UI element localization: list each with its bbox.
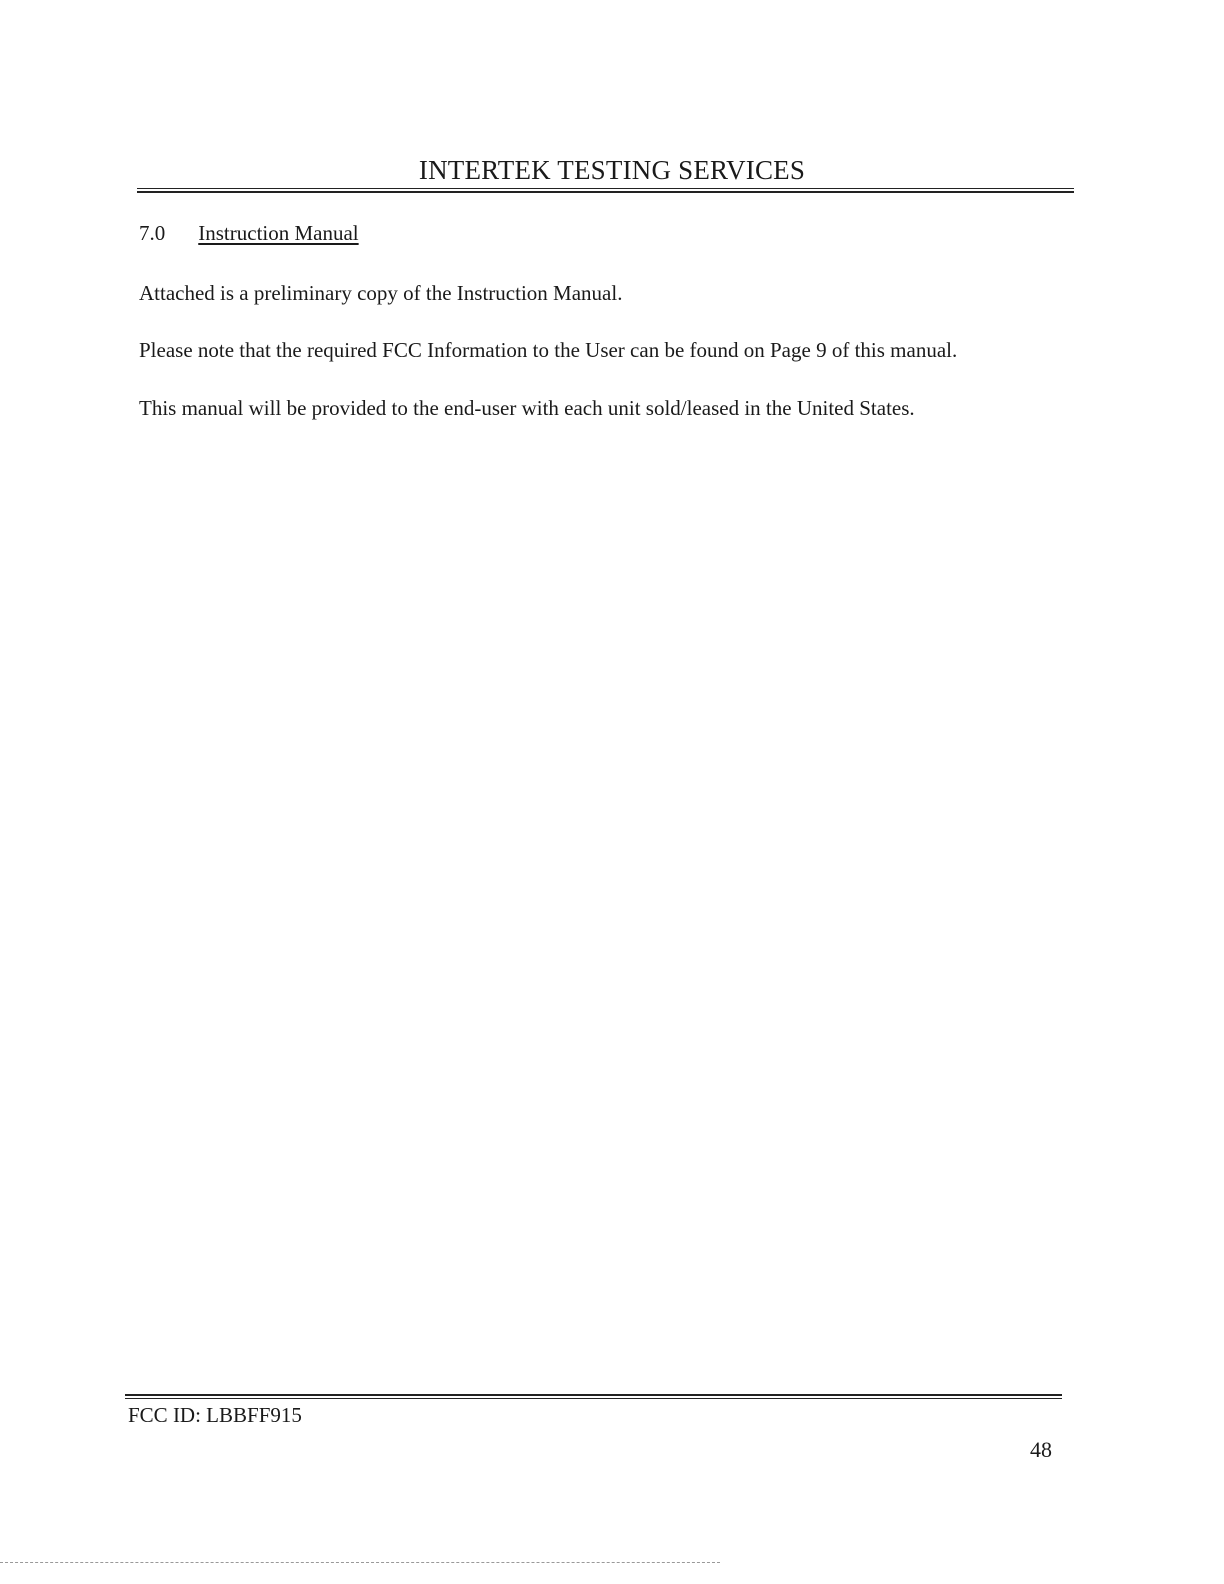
paragraph-end-user: This manual will be provided to the end-user with each unit sold/leased in the United States. — [139, 396, 915, 420]
paragraph-attached-copy: Attached is a preliminary copy of the Instruction Manual. — [139, 281, 623, 305]
section-number: 7.0 — [139, 221, 166, 245]
section-title: Instruction Manual — [198, 221, 359, 245]
paragraph-fcc-information: Please note that the required FCC Information to the User can be found on Page 9 of this manual. — [139, 338, 958, 362]
footer-fcc-id: FCC ID: LBBFF915 — [128, 1403, 302, 1427]
page-number: 48 — [1030, 1437, 1052, 1462]
footer-double-rule — [125, 1394, 1062, 1399]
section-heading — [139, 221, 359, 246]
scan-edge-artifact — [0, 1562, 720, 1565]
header-double-rule — [137, 188, 1074, 193]
page-header-title: INTERTEK TESTING SERVICES — [418, 155, 806, 185]
